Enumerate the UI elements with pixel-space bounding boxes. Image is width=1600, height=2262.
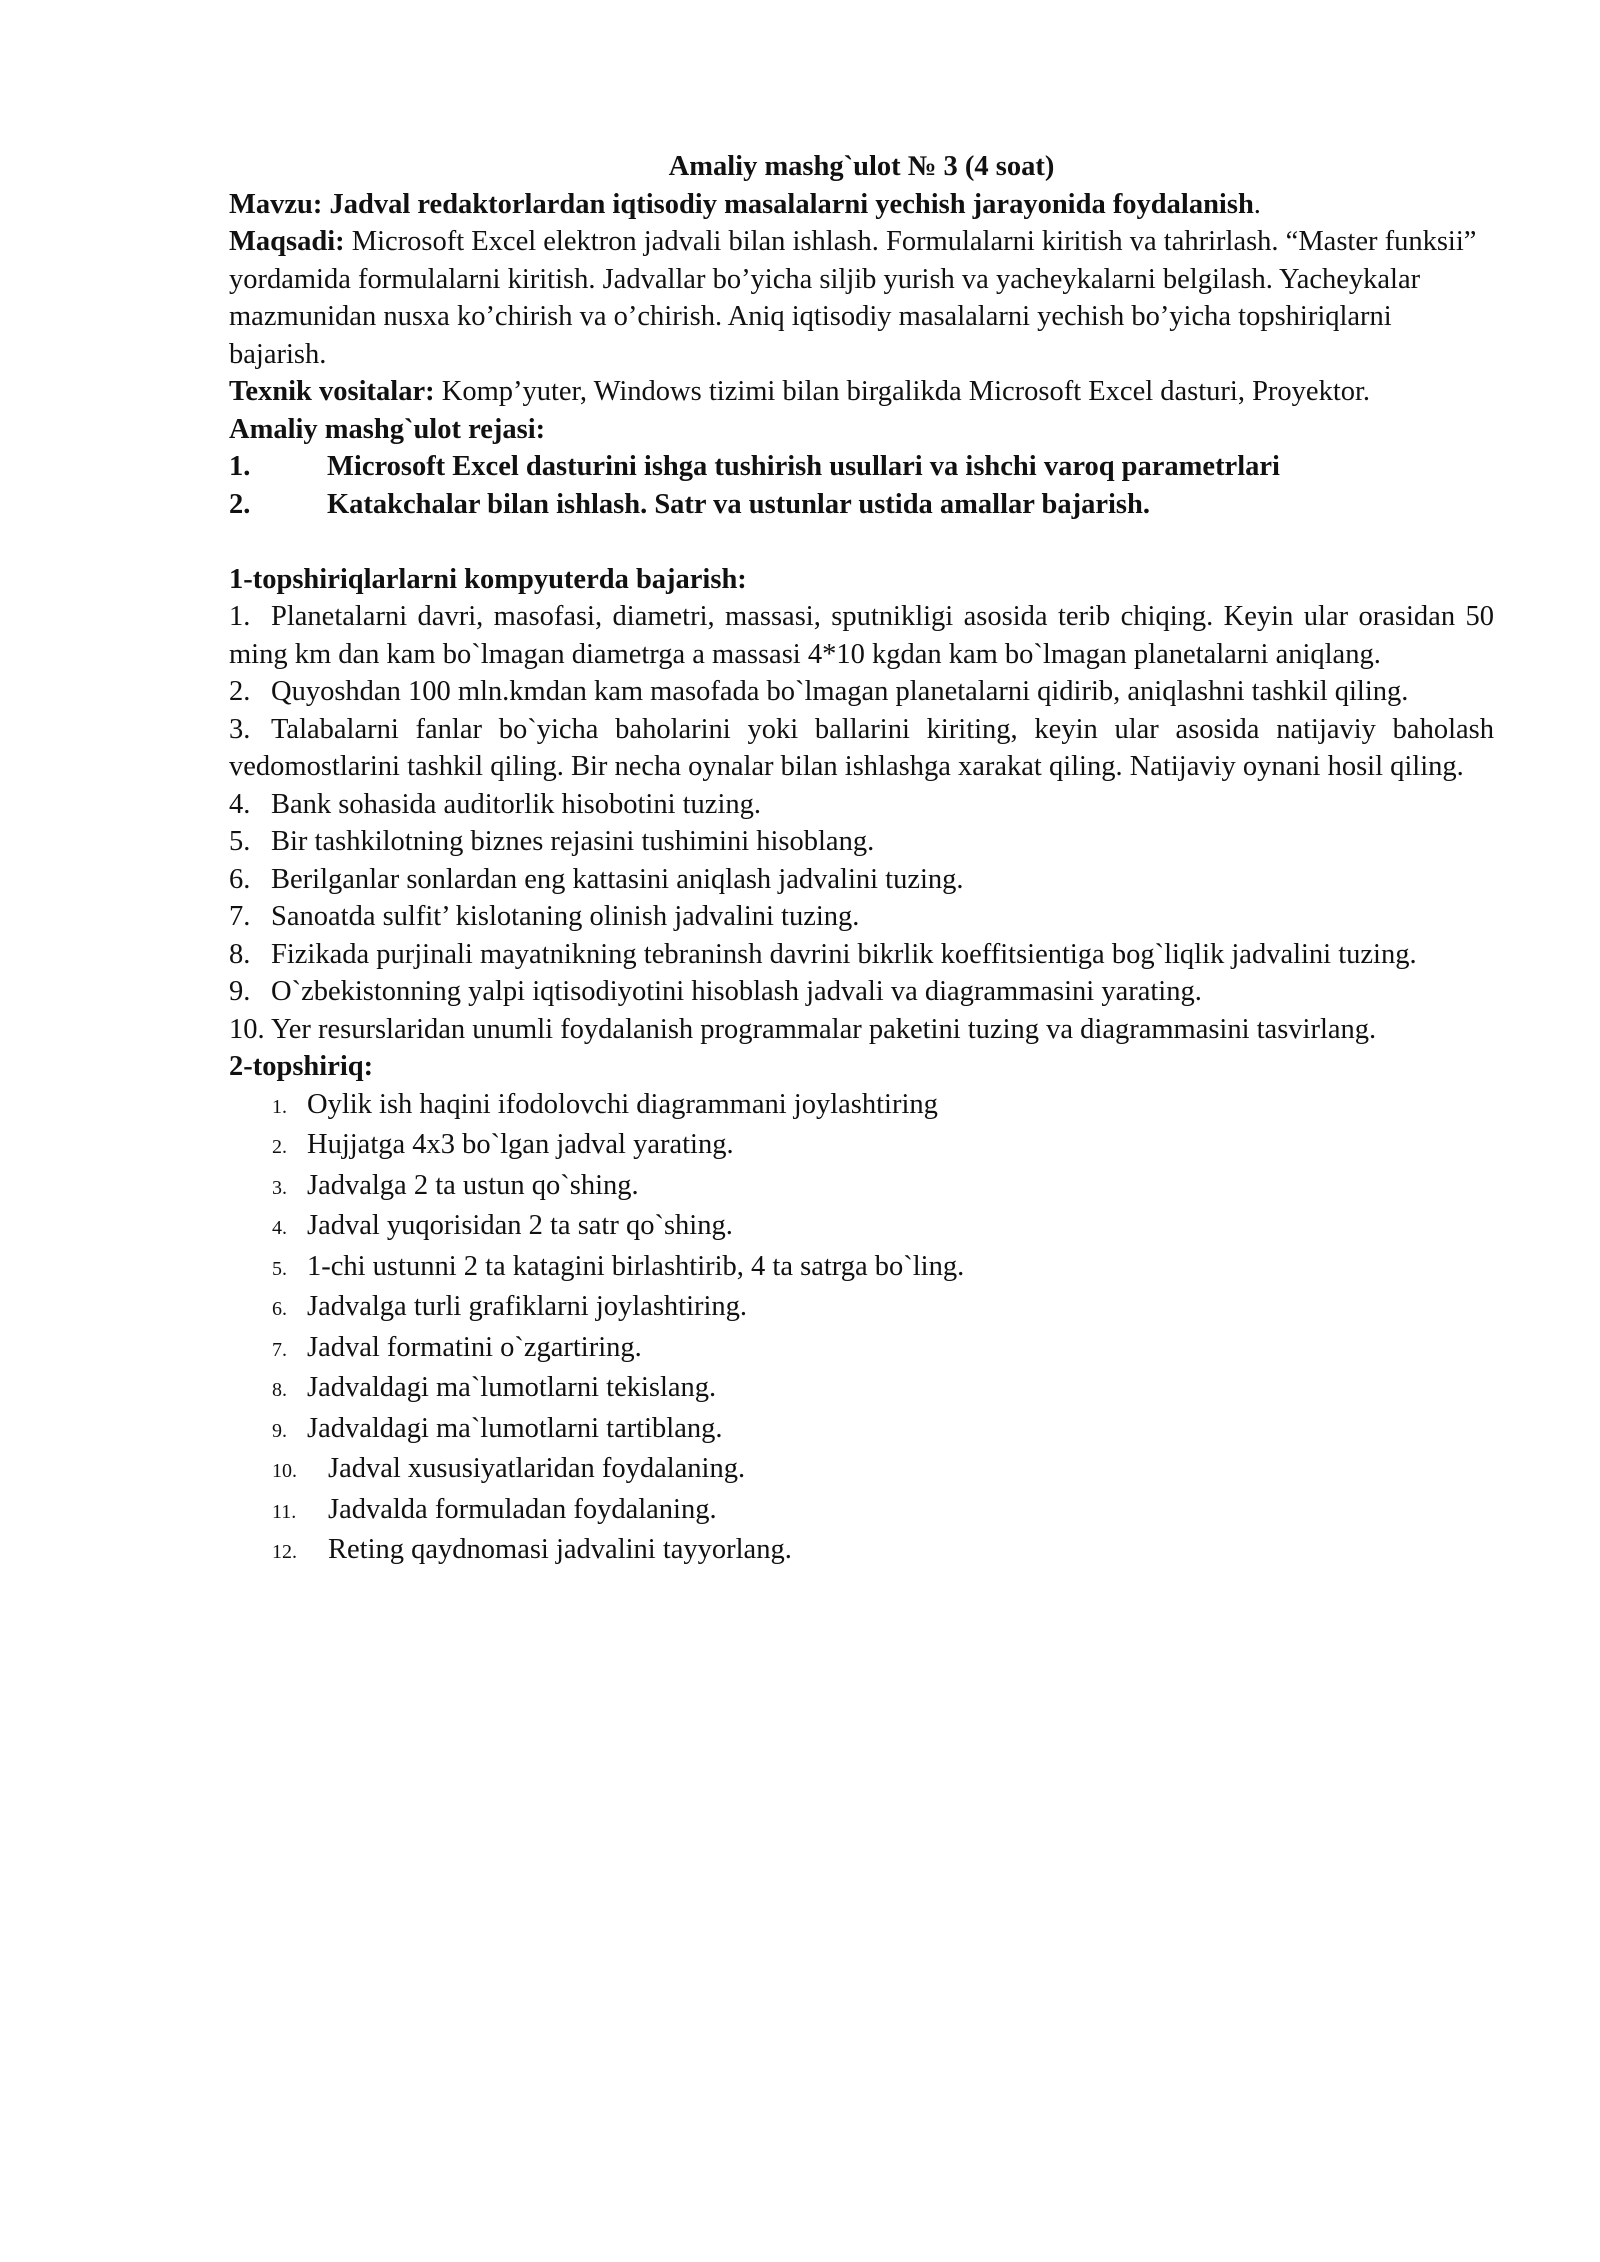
task2-item-number: 7. [272,1338,287,1361]
topic-text: Jadval redaktorlardan iqtisodiy masalalarni yechish jarayonida foydalanish [322,188,1254,220]
topic-label: Mavzu: [229,188,323,220]
task2-item-text: Jadval xususiyatlaridan foydalaning. [328,1453,746,1484]
task2-item [272,1207,1494,1248]
task2-item [272,1126,1494,1167]
task2-item [272,1086,1494,1127]
task1-item-number: 2. [229,676,251,707]
task2-item-text: Reting qaydnomasi jadvalini tayyorlang. [328,1534,792,1565]
task2-item [272,1491,1494,1532]
task1-item-text: Sanoatda sulfit’ kislotaning olinish jadvalini tuzing. [271,901,860,932]
goal-paragraph [229,223,1494,373]
task1-item-text: Berilganlar sonlardan eng kattasini aniqlash jadvalini tuzing. [271,863,964,895]
task1-item-number: 1. [229,601,251,632]
task2-item [272,1288,1494,1329]
task2-item-number: 2. [272,1136,287,1158]
plan-item-text: Katakchalar bilan ishlash. Satr va ustunlar ustida amallar bajarish. [327,488,1150,520]
task1-item-number: 7. [229,901,251,932]
plan-item-number: 1. [229,451,251,482]
task1-item-number: 4. [229,788,251,820]
task1-item-text: Yer resurslaridan unumli foydalanish programmalar paketini tuzing va diagrammasini tasvirlang. [271,1013,1377,1045]
task1-item-number: 10. [229,1013,265,1045]
task2-item-text: Jadval yuqorisidan 2 ta satr qo`shing. [307,1210,733,1241]
task2-item [272,1329,1494,1370]
task2-item-number: 11. [272,1500,297,1523]
task1-item-text: Bank sohasida auditorlik hisobotini tuzing. [271,788,761,820]
task2-heading [229,1048,1494,1086]
task1-item-number: 5. [229,826,251,857]
task2-item-text: Jadvalga 2 ta ustun qo`shing. [307,1169,639,1201]
task2-heading-text: 2-topshiriq: [229,1051,374,1082]
task2-item-number: 9. [272,1419,287,1442]
task1-item-number: 8. [229,938,251,970]
blank-line [229,523,1494,561]
document-page [229,148,1494,1572]
task2-item-number: 1. [272,1095,287,1118]
task1-item-number: 9. [229,976,251,1007]
plan-item [229,486,1494,524]
task2-item [272,1167,1494,1208]
topic-paragraph [229,186,1494,224]
task1-item-text: Bir tashkilotning biznes rejasini tushimini hisoblang. [271,826,875,857]
task2-item-number: 5. [272,1257,287,1280]
equipment-label: Texnik vositalar: [229,376,435,407]
equipment-text: Komp’yuter, Windows tizimi bilan birgalikda Microsoft Excel dasturi, Proyektor. [434,376,1371,407]
task2-item-text: Jadvalga turli grafiklarni joylashtiring. [307,1291,748,1322]
task1-list [229,598,1494,1048]
plan-heading [229,411,1494,449]
task1-item [229,598,1494,673]
task2-item-text: Hujjatga 4x3 bo`lgan jadval yarating. [307,1129,734,1160]
task2-item-number: 4. [272,1217,287,1239]
task1-heading [229,561,1494,599]
task2-item [272,1531,1494,1572]
task2-item-text: Jadvaldagi ma`lumotlarni tartiblang. [307,1412,723,1444]
task2-item-number: 12. [272,1541,297,1563]
plan-item-number: 2. [229,488,251,520]
goal-label: Maqsadi: [229,226,345,257]
task1-item [229,786,1494,824]
task1-heading-text: 1-topshiriqlarlarni kompyuterda bajarish: [229,563,747,595]
task1-item [229,673,1494,711]
goal-text: Microsoft Excel elektron jadvali bilan ishlash. Formulalarni kiritish va tahrirlash. “Master funksii” yordamida formulalarni kiritish. Jadvallar bo’yicha siljib yurish va yacheykalarni belgilash. Yacheykalar mazmunidan nusxa ko’chirish va o’chirish. Aniq iqtisodiy masalalarni yechish bo’yicha topshiriqlarni bajarish. [229,226,1477,370]
task2-item-text: Oylik ish haqini ifodolovchi diagrammani joylashtiring [307,1088,938,1120]
task1-item-text: O`zbekistonning yalpi iqtisodiyotini hisoblash jadvali va diagrammasini yarating. [271,976,1202,1007]
task1-item-number: 6. [229,863,251,895]
task1-item-text: Planetalarni davri, masofasi, diametri, massasi, sputnikligi asosida terib chiqing. Keyin ular orasidan 50 ming km dan kam bo`lmagan diametrga a massasi 4*10 kgdan kam bo`lmagan planetalarni aniqlang. [229,601,1494,670]
task1-item [229,898,1494,936]
task2-item-text: Jadval formatini o`zgartiring. [307,1331,642,1363]
task2-item [272,1248,1494,1289]
task1-item [229,823,1494,861]
task1-item-text: Fizikada purjinali mayatnikning tebraninsh davrini bikrlik koeffitsientiga bog`liqlik jadvalini tuzing. [271,938,1417,970]
task1-item-text: Talabalarni fanlar bo`yicha baholarini yoki ballarini kiriting, keyin ular asosida natijaviy baholash vedomostlarini tashkil qiling. Bir necha oynalar bilan ishlashga xarakat qiling. Natijaviy oynani hosil qiling. [229,713,1494,782]
task1-item-number: 3. [229,713,251,745]
task2-item [272,1369,1494,1410]
task1-item [229,1011,1494,1049]
task2-item [272,1450,1494,1491]
task1-item [229,936,1494,974]
task2-item-number: 3. [272,1176,287,1199]
plan-item [229,448,1494,486]
equipment-paragraph [229,373,1494,411]
task2-item-number: 8. [272,1379,287,1401]
plan-item-text: Microsoft Excel dasturini ishga tushirish usullari va ishchi varoq parametrlari [327,451,1280,482]
task1-item [229,973,1494,1011]
task2-list [229,1086,1494,1572]
task2-item-number: 6. [272,1298,287,1320]
task1-item-text: Quyoshdan 100 mln.kmdan kam masofada bo`lmagan planetalarni qidirib, aniqlashni tashkil qiling. [271,676,1409,707]
document-title: Amaliy mashg`ulot № 3 (4 soat) [668,151,1055,182]
task2-item [272,1410,1494,1451]
task2-item-text: Jadvaldagi ma`lumotlarni tekislang. [307,1372,717,1403]
plan-heading-text: Amaliy mashg`ulot rejasi: [229,413,546,445]
task2-item-text: Jadvalda formuladan foydalaning. [328,1493,717,1525]
task1-item [229,861,1494,899]
task2-item-text: 1-chi ustunni 2 ta katagini birlashtirib, 4 ta satrga bo`ling. [307,1250,965,1282]
topic-end: . [1253,188,1261,220]
task2-item-number: 10. [272,1460,297,1482]
task1-item [229,711,1494,786]
